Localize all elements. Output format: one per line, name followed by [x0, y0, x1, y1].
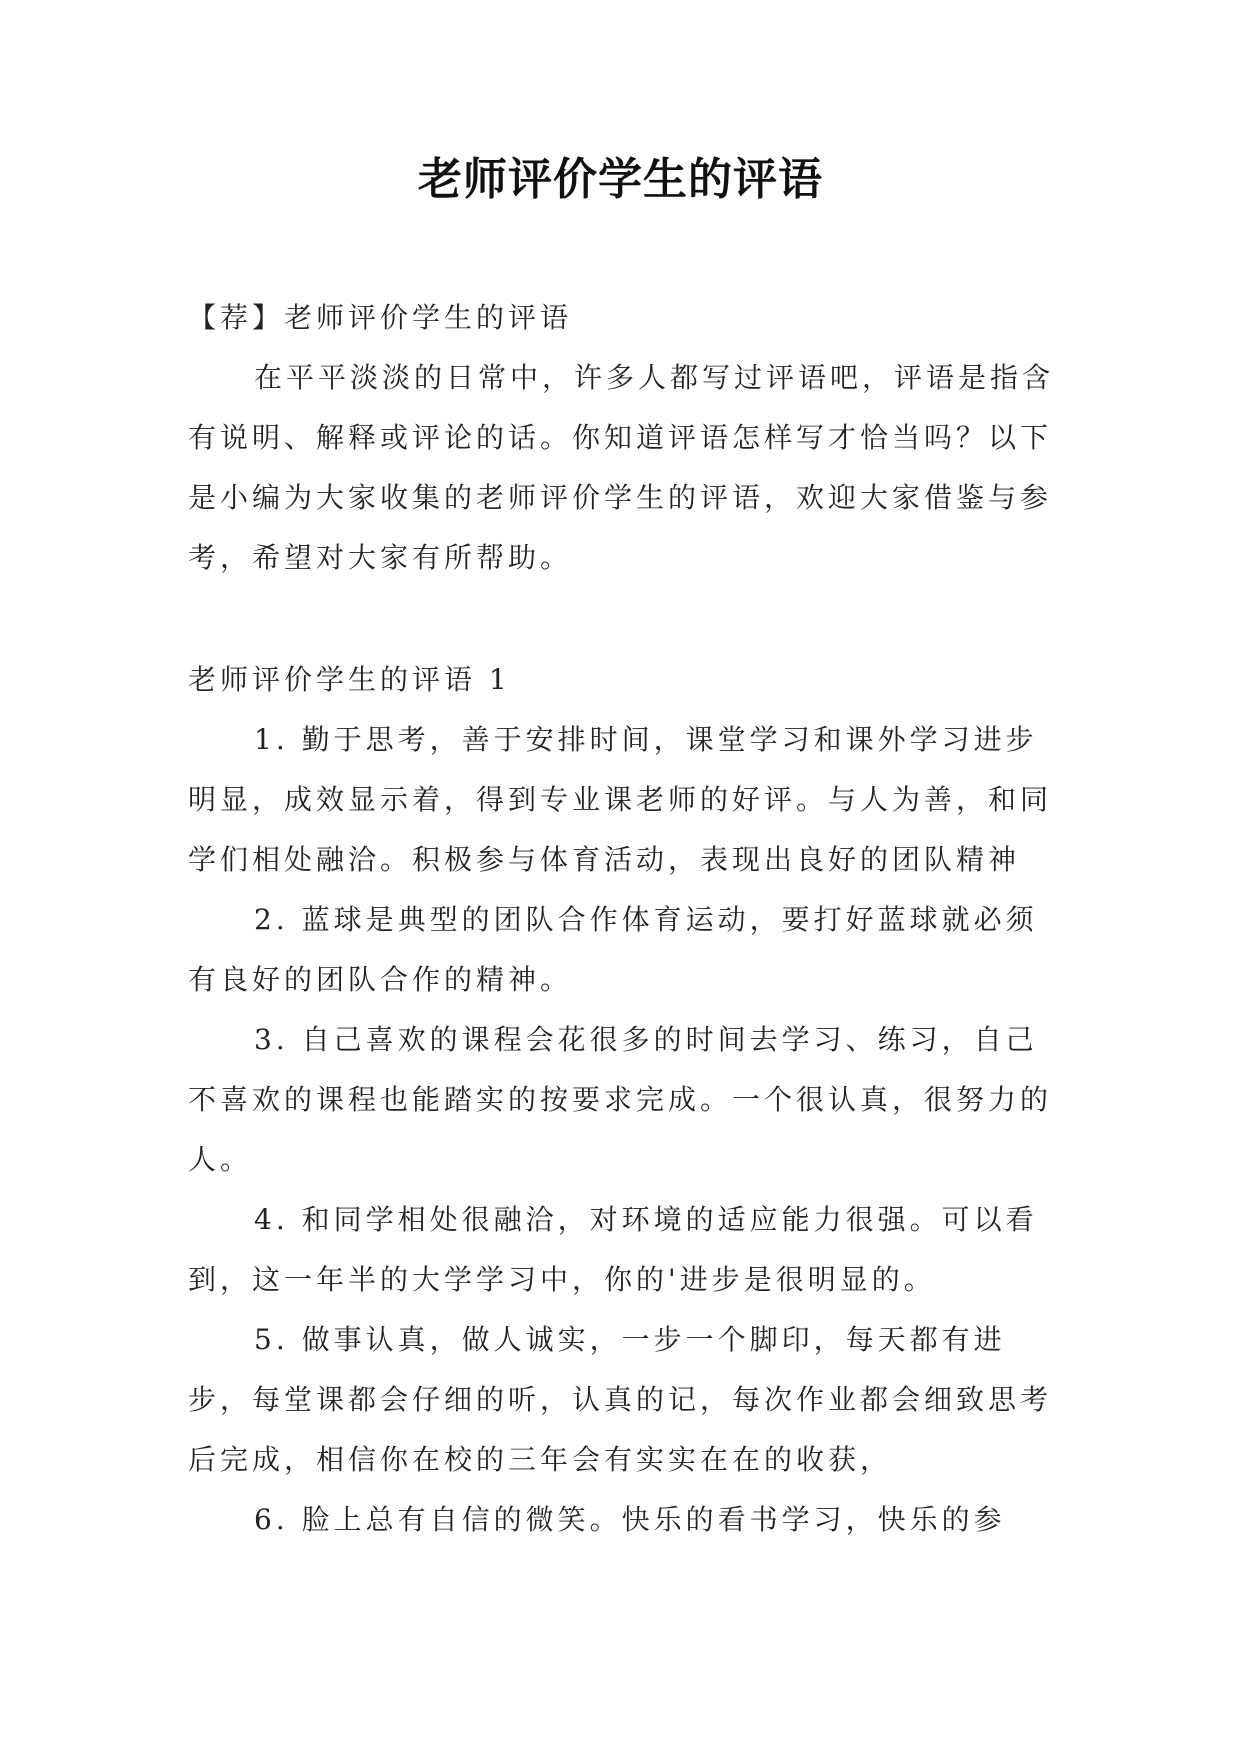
intro-paragraph: 在平平淡淡的日常中，许多人都写过评语吧，评语是指含有说明、解释或评论的话。你知道评语怎样写才恰当吗？以下是小编为大家收集的老师评价学生的评语，欢迎大家借鉴与参考，希望对大家有所帮助。: [188, 361, 1055, 574]
list-item: 3. 自己喜欢的课程会花很多的时间去学习、练习，自己不喜欢的课程也能踏实的按要求完成。一个很认真，很努力的人。: [188, 1023, 1053, 1176]
lead-line: 【荐】老师评价学生的评语: [188, 301, 573, 334]
document-body: [188, 288, 1056, 1550]
list-item: 5. 做事认真，做人诚实，一步一个脚印，每天都有进步，每堂课都会仔细的听，认真的记，每次作业都会细致思考后完成，相信你在校的三年会有实实在在的收获，: [188, 1323, 1053, 1476]
list-item: 2. 蓝球是典型的团队合作体育运动，要打好蓝球就必须有良好的团队合作的精神。: [188, 903, 1038, 996]
section-heading: 老师评价学生的评语 1: [188, 663, 511, 696]
list-item: 1. 勤于思考，善于安排时间，课堂学习和课外学习进步明显，成效显示着，得到专业课老师的好评。与人为善，和同学们相处融洽。积极参与体育活动，表现出良好的团队精神: [188, 723, 1053, 876]
document-title: 老师评价学生的评语: [418, 154, 823, 205]
list-item: 4. 和同学相处很融洽，对环境的适应能力很强。可以看到，这一年半的大学学习中，你的'进步是很明显的。: [188, 1203, 1038, 1296]
list-item: 6. 脸上总有自信的微笑。快乐的看书学习，快乐的参: [254, 1503, 1006, 1536]
